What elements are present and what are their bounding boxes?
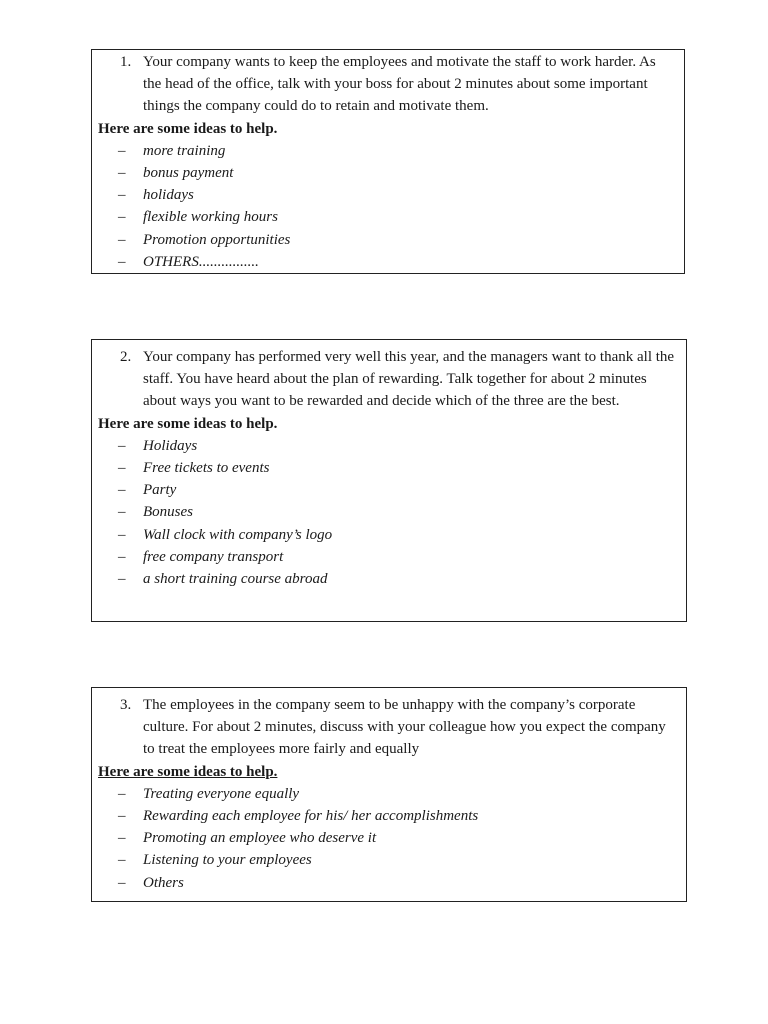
task-question [92,694,686,761]
idea-item: – Wall clock with company’s logo [92,524,686,546]
task-number: 3. [120,697,132,713]
dash-bullet: – [118,209,126,226]
task-number: 2. [120,349,132,365]
idea-item: – free company transport [92,546,686,568]
idea-item: – Promoting an employee who deserve it [92,827,686,849]
dash-bullet: – [118,165,126,182]
dash-bullet: – [118,482,126,499]
dash-bullet: – [118,808,126,825]
idea-item: – bonus payment [92,162,684,184]
dash-bullet: – [118,830,126,847]
task-question-text: The employees in the company seem to be unhappy with the company’s corporate culture. For about 2 minutes, discuss with your colleague how you expect the company to treat the employees more fairly and equally [143,697,666,758]
dash-bullet: – [118,874,126,891]
task-card-3 [91,687,687,902]
idea-item: – Holidays [92,435,686,457]
ideas-heading: Here are some ideas to help. [98,120,278,137]
idea-item: – flexible working hours [92,206,684,228]
dash-bullet: – [118,187,126,204]
task-question-text: Your company wants to keep the employees and motivate the staff to work harder. As the head of the office, talk with your boss for about 2 minutes about some important things the company could do to retain and motivate them. [143,54,656,115]
dash-bullet: – [118,548,126,565]
dash-bullet: – [118,504,126,521]
task-card-1 [91,49,685,274]
task-question-text: Your company has performed very well this year, and the managers want to thank all the staff. You have heard about the plan of rewarding. Talk together for about 2 minutes about ways you want to be rewarded and decide which of the three are the best. [143,349,675,410]
ideas-list [92,783,686,894]
idea-item: – Bonuses [92,501,686,523]
dash-bullet: – [118,571,126,588]
dash-bullet: – [118,142,126,159]
idea-item: – a short training course abroad [92,568,686,590]
idea-item: – Listening to your employees [92,849,686,871]
idea-item: – Party [92,479,686,501]
idea-item: – Others [92,872,686,894]
idea-item: – OTHERS................ [92,251,684,273]
task-question [92,51,684,118]
ideas-heading: Here are some ideas to help. [98,763,278,780]
idea-item: – holidays [92,184,684,206]
dash-bullet: – [118,785,126,802]
idea-item: – Rewarding each employee for his/ her accomplishments [92,805,686,827]
ideas-list [92,140,684,273]
ideas-list [92,435,686,590]
dash-bullet: – [118,460,126,477]
dash-bullet: – [118,852,126,869]
task-number: 1. [120,54,132,70]
dash-bullet: – [118,231,126,248]
dash-bullet: – [118,437,126,454]
dash-bullet: – [118,526,126,543]
task-question [92,346,686,413]
task-card-2 [91,339,687,622]
idea-item: – Treating everyone equally [92,783,686,805]
ideas-heading: Here are some ideas to help. [98,415,278,432]
idea-item: – more training [92,140,684,162]
idea-item: – Free tickets to events [92,457,686,479]
dash-bullet: – [118,253,126,270]
idea-item: – Promotion opportunities [92,229,684,251]
